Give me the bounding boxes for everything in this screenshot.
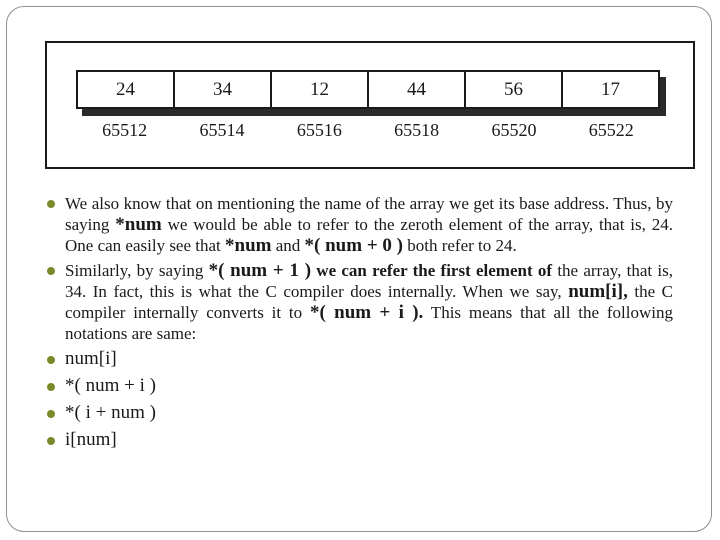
- bullet-notation: [45, 429, 673, 451]
- code-fragment: num[i],: [568, 281, 628, 302]
- code-fragment: *num: [225, 235, 272, 256]
- bullet-text: We also know that on mentioning the name of the array we get its base address. Thus, by saying: [65, 194, 673, 234]
- notation-text: *( i + num ): [65, 402, 156, 423]
- array-value-cell: 44: [369, 72, 466, 107]
- code-fragment: *( num + i ).: [309, 302, 424, 323]
- bullet-base-address: [45, 193, 673, 256]
- bullet-compiler-conversion: [45, 260, 673, 344]
- bullet-notation: [45, 402, 673, 424]
- bullet-dot-icon: [47, 200, 55, 208]
- bullet-notation: [45, 348, 673, 370]
- array-values-row: [76, 70, 660, 109]
- bold-text: we can refer the first element of: [311, 261, 553, 280]
- bullet-text: Similarly, by saying: [65, 261, 209, 280]
- notation-text: num[i]: [65, 348, 117, 369]
- code-fragment: *( num + 0 ): [304, 235, 403, 256]
- array-value-cell: 24: [78, 72, 175, 107]
- array-value-cell: 56: [466, 72, 563, 107]
- code-fragment: *num: [115, 214, 162, 235]
- bullet-dot-icon: [47, 437, 55, 445]
- bullet-text: both refer to 24.: [402, 236, 517, 255]
- notation-text: i[num]: [65, 429, 117, 450]
- bullet-text: we would be able to refer to the zeroth element of the array, that is, 24. One can easily see that: [65, 215, 673, 255]
- bullet-dot-icon: [47, 383, 55, 391]
- array-address-label: 65512: [102, 120, 148, 140]
- code-fragment: *( num + 1 ): [208, 260, 312, 281]
- bullet-list: [45, 193, 673, 456]
- array-value-cell: 17: [601, 78, 620, 100]
- array-value-cell: 12: [272, 72, 369, 107]
- array-addresses-row: [76, 120, 660, 141]
- notation-text: *( num + i ): [65, 375, 156, 396]
- bullet-text: the C compiler internally converts it to: [65, 282, 673, 322]
- bullet-text: This means that all the following notations are same:: [65, 303, 673, 343]
- bullet-dot-icon: [47, 267, 55, 275]
- array-address-label: 65518: [394, 120, 440, 140]
- bullet-dot-icon: [47, 410, 55, 418]
- bullet-text: the array, that is, 34. In fact, this is what the C compiler does internally. When we say,: [65, 261, 673, 301]
- bullet-text: and: [271, 236, 305, 255]
- bullet-dot-icon: [47, 356, 55, 364]
- bullet-notation: [45, 375, 673, 397]
- array-address-label: 65514: [199, 120, 245, 140]
- array-address-label: 65520: [491, 120, 537, 140]
- array-address-label: 65516: [296, 120, 342, 140]
- array-address-label: 65522: [588, 120, 634, 140]
- array-value-cell: 34: [175, 72, 272, 107]
